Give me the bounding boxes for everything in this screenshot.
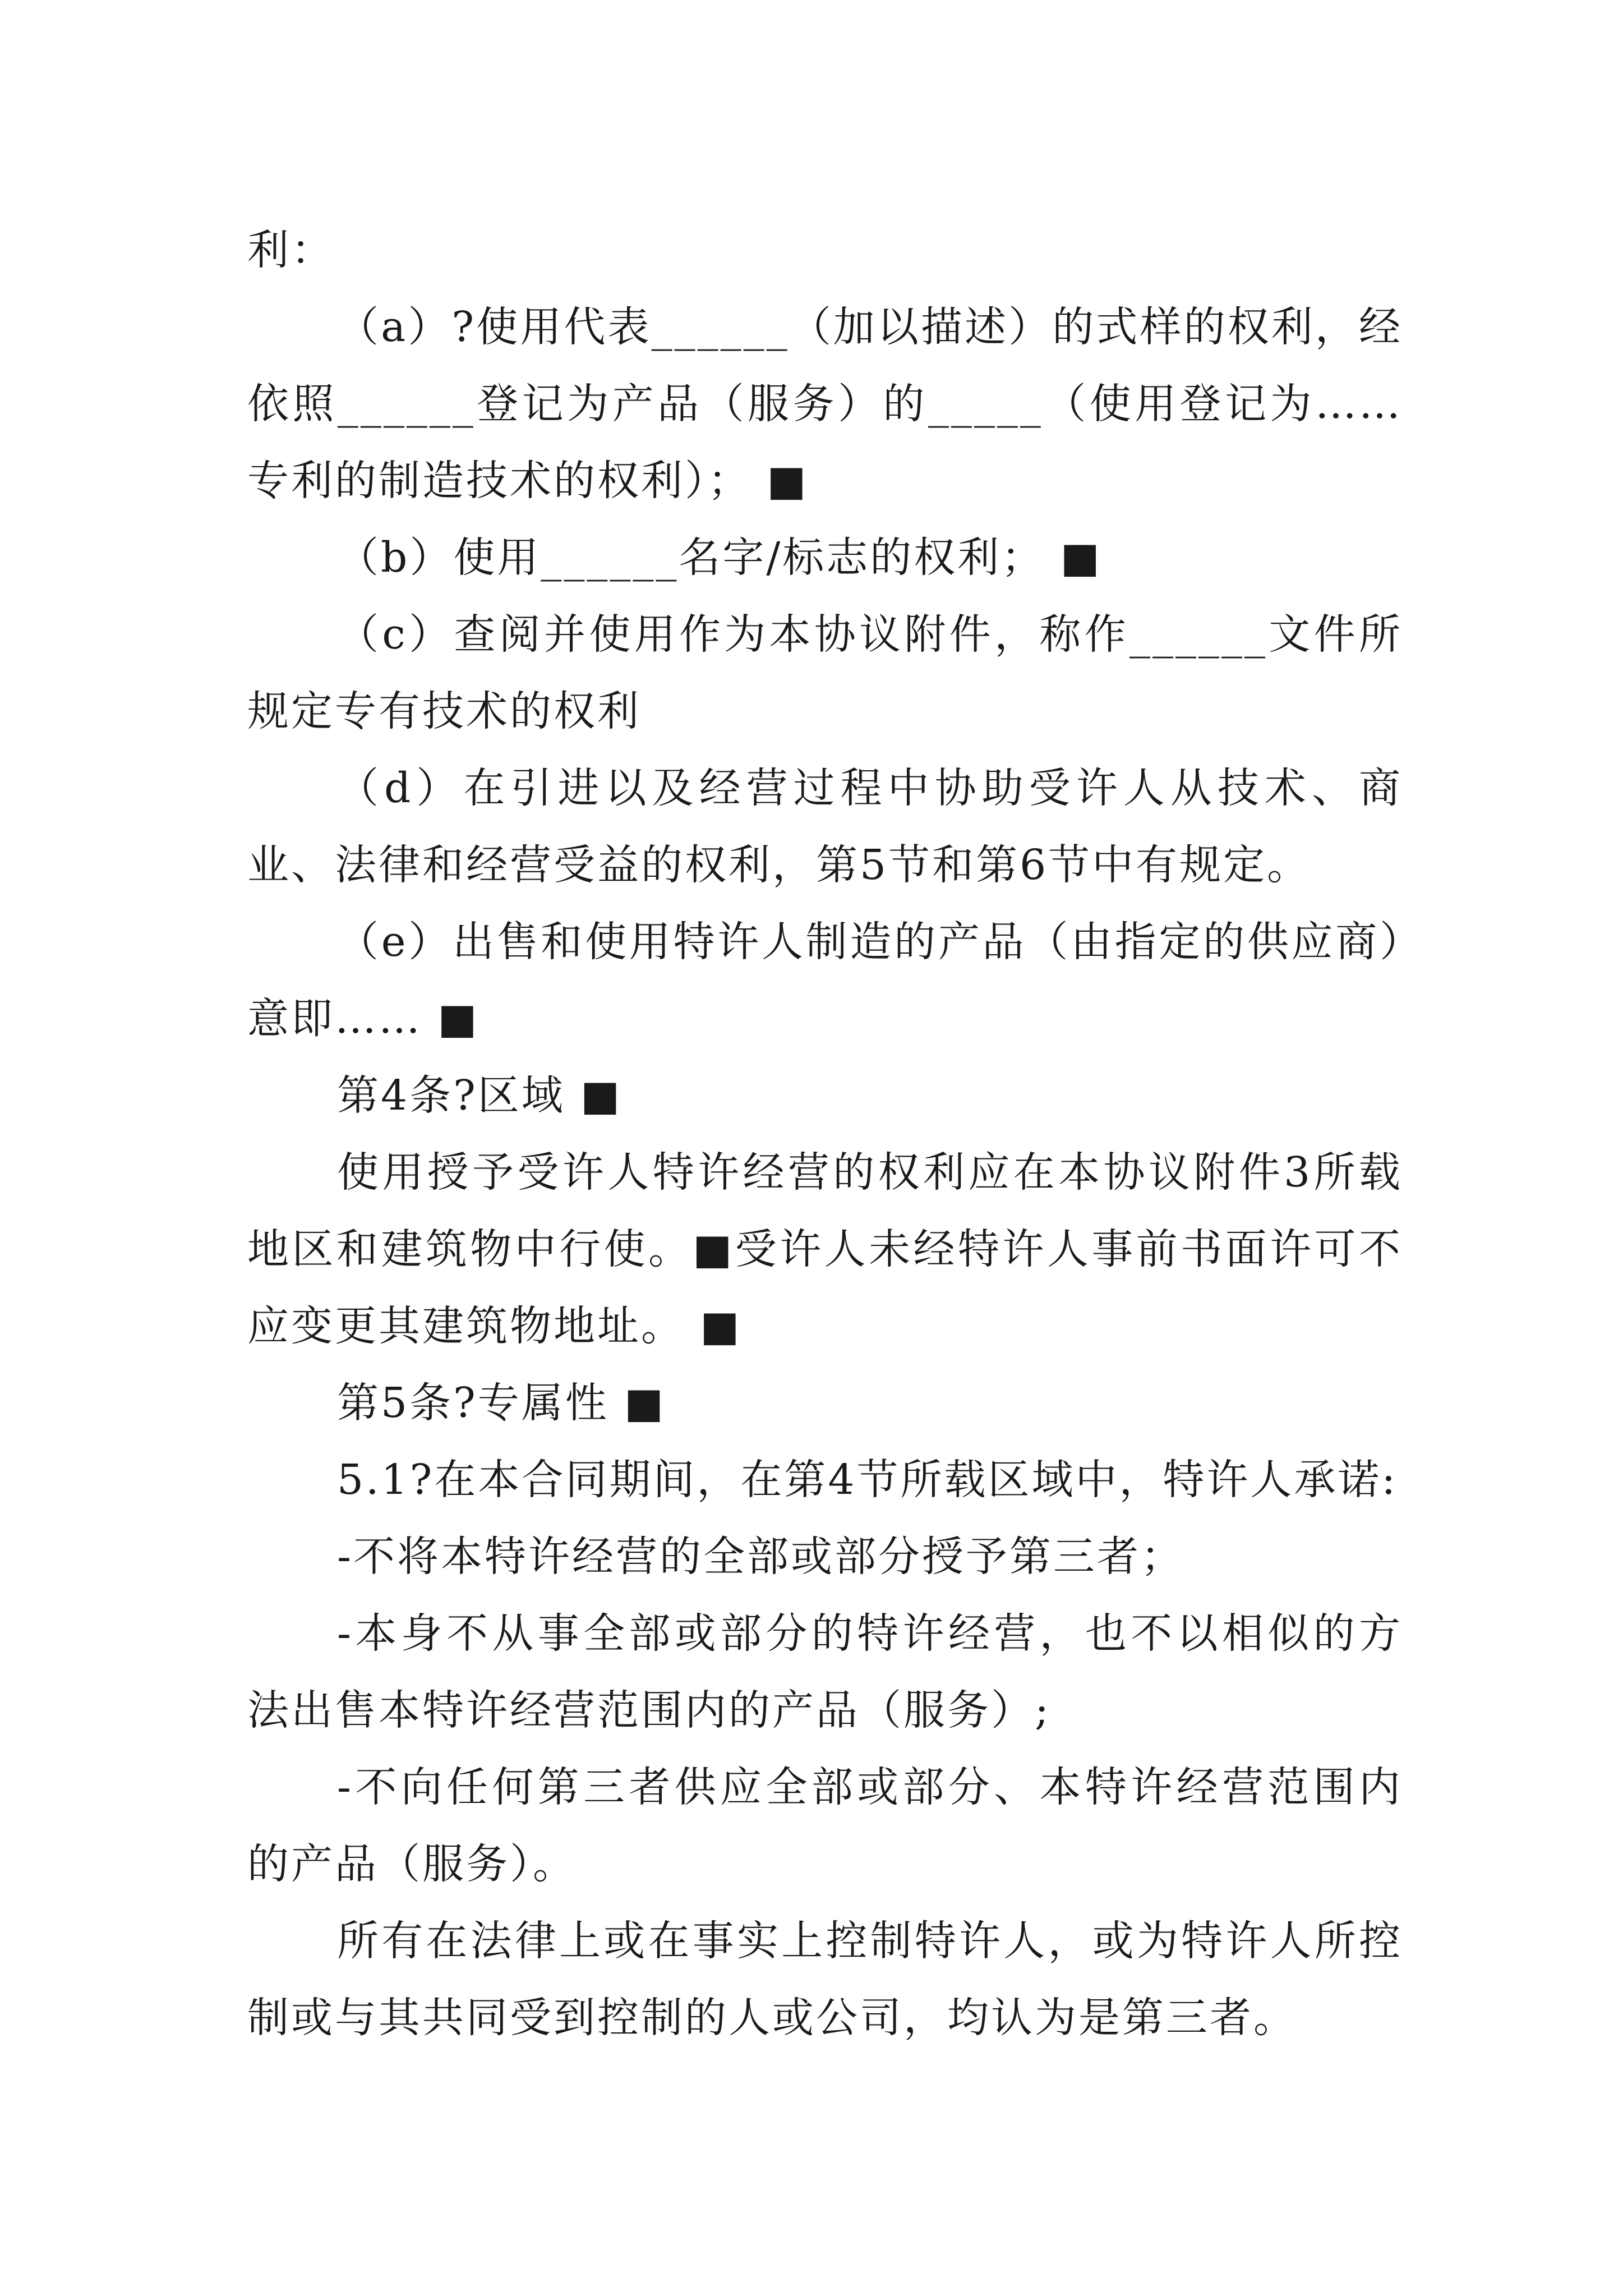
paragraph-continuation: 利： xyxy=(247,226,335,274)
document-body xyxy=(247,212,1403,2056)
paragraph-item-b: （b）使用______名字/标志的权利； ■ xyxy=(337,533,1102,582)
paragraph-item-d: （d）在引进以及经营过程中协助受许人从技术、商业、法律和经营受益的权利，第5节和第6节中有规定。 xyxy=(247,764,1403,889)
article-5-heading: 第5条?专属性 ■ xyxy=(337,1379,666,1427)
list-item-2: -本身不从事全部或部分的特许经营，也不以相似的方法出售本特许经营范围内的产品（服务）; xyxy=(247,1609,1403,1734)
list-item-1: -不将本特许经营的全部或部分授予第三者； xyxy=(337,1533,1185,1581)
third-party-definition: 所有在法律上或在事实上控制特许人，或为特许人所控制或与其共同受到控制的人或公司，均认为是第三者。 xyxy=(247,1917,1403,2042)
clause-5-1: 5.1?在本合同期间，在第4节所载区域中，特许人承诺: xyxy=(337,1456,1398,1504)
paragraph-item-a: （a）?使用代表______（加以描述）的式样的权利，经依照______登记为产品（服务）的_____（使用登记为……专利的制造技术的权利）； ■ xyxy=(247,303,1403,505)
article-4-heading: 第4条?区域 ■ xyxy=(337,1071,623,1120)
paragraph-item-e: （e）出售和使用特许人制造的产品（由指定的供应商）意即…… ■ xyxy=(247,918,1403,1043)
list-item-3: -不向任何第三者供应全部或部分、本特许经营范围内的产品（服务）。 xyxy=(247,1763,1403,1888)
article-4-body: 使用授予受许人特许经营的权利应在本协议附件3所载地区和建筑物中行使。■受许人未经特许人事前书面许可不应变更其建筑物地址。 ■ xyxy=(247,1148,1403,1350)
paragraph-item-c: （c）查阅并使用作为本协议附件，称作______文件所规定专有技术的权利 xyxy=(247,610,1403,735)
